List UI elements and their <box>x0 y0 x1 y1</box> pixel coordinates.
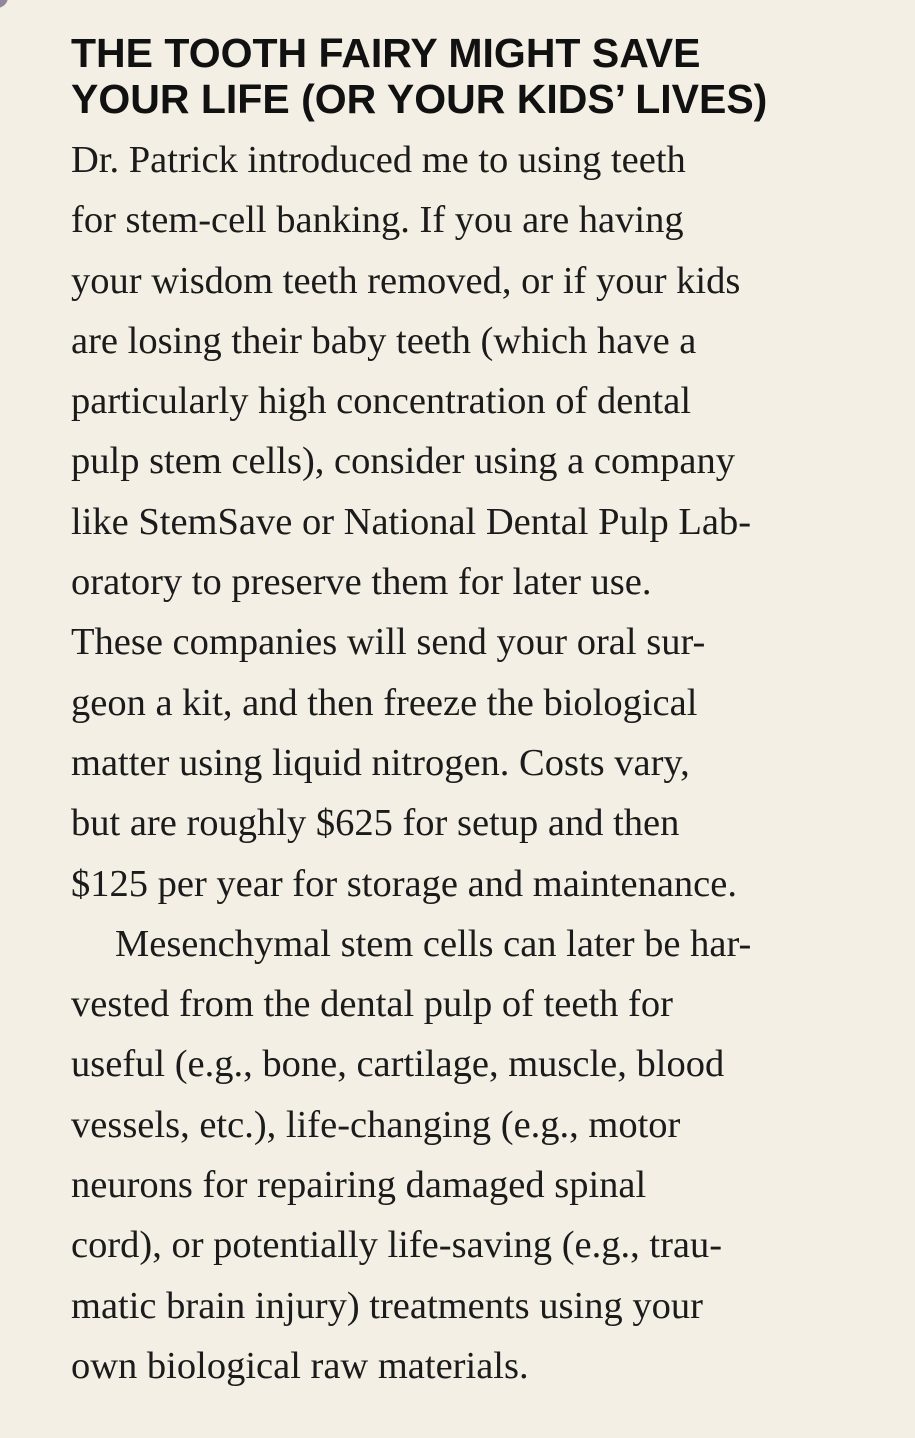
text-line: geon a kit, and then freeze the biological <box>71 681 698 724</box>
text-line: useful (e.g., bone, cartilage, muscle, blood <box>71 1043 725 1086</box>
text-line: particularly high concentration of dental <box>71 380 692 423</box>
text-line: vessels, etc.), life-changing (e.g., motor <box>71 1103 681 1146</box>
text-line: vested from the dental pulp of teeth for <box>71 983 673 1026</box>
text-line: These companies will send your oral sur- <box>71 621 706 664</box>
text-line: own biological raw materials. <box>71 1344 529 1387</box>
text-line: for stem-cell banking. If you are having <box>71 199 684 242</box>
text-line: like StemSave or National Dental Pulp Lab- <box>71 500 752 543</box>
text-line: are losing their baby teeth (which have a <box>71 319 697 362</box>
text-line: Mesenchymal stem cells can later be har- <box>115 922 752 965</box>
paragraph-2 <box>71 914 875 1396</box>
text-line: pulp stem cells), consider using a company <box>71 440 735 483</box>
sidebar-body <box>71 130 875 1396</box>
text-line: $125 per year for storage and maintenance. <box>71 862 737 905</box>
text-line: but are roughly $625 for setup and then <box>71 802 680 845</box>
paragraph-1 <box>71 130 875 914</box>
title-line: THE TOOTH FAIRY MIGHT SAVE <box>71 30 701 76</box>
text-line: matter using liquid nitrogen. Costs vary, <box>71 741 690 784</box>
text-line: cord), or potentially life-saving (e.g., trau- <box>71 1224 723 1267</box>
text-line: Dr. Patrick introduced me to using teeth <box>71 139 686 181</box>
text-line: your wisdom teeth removed, or if your kids <box>71 259 741 302</box>
text-line: neurons for repairing damaged spinal <box>71 1164 647 1207</box>
sidebar-title <box>71 30 875 122</box>
title-line: YOUR LIFE (OR YOUR KIDS’ LIVES) <box>71 76 768 122</box>
text-line: oratory to preserve them for later use. <box>71 561 652 604</box>
text-line: matic brain injury) treatments using your <box>71 1284 703 1327</box>
